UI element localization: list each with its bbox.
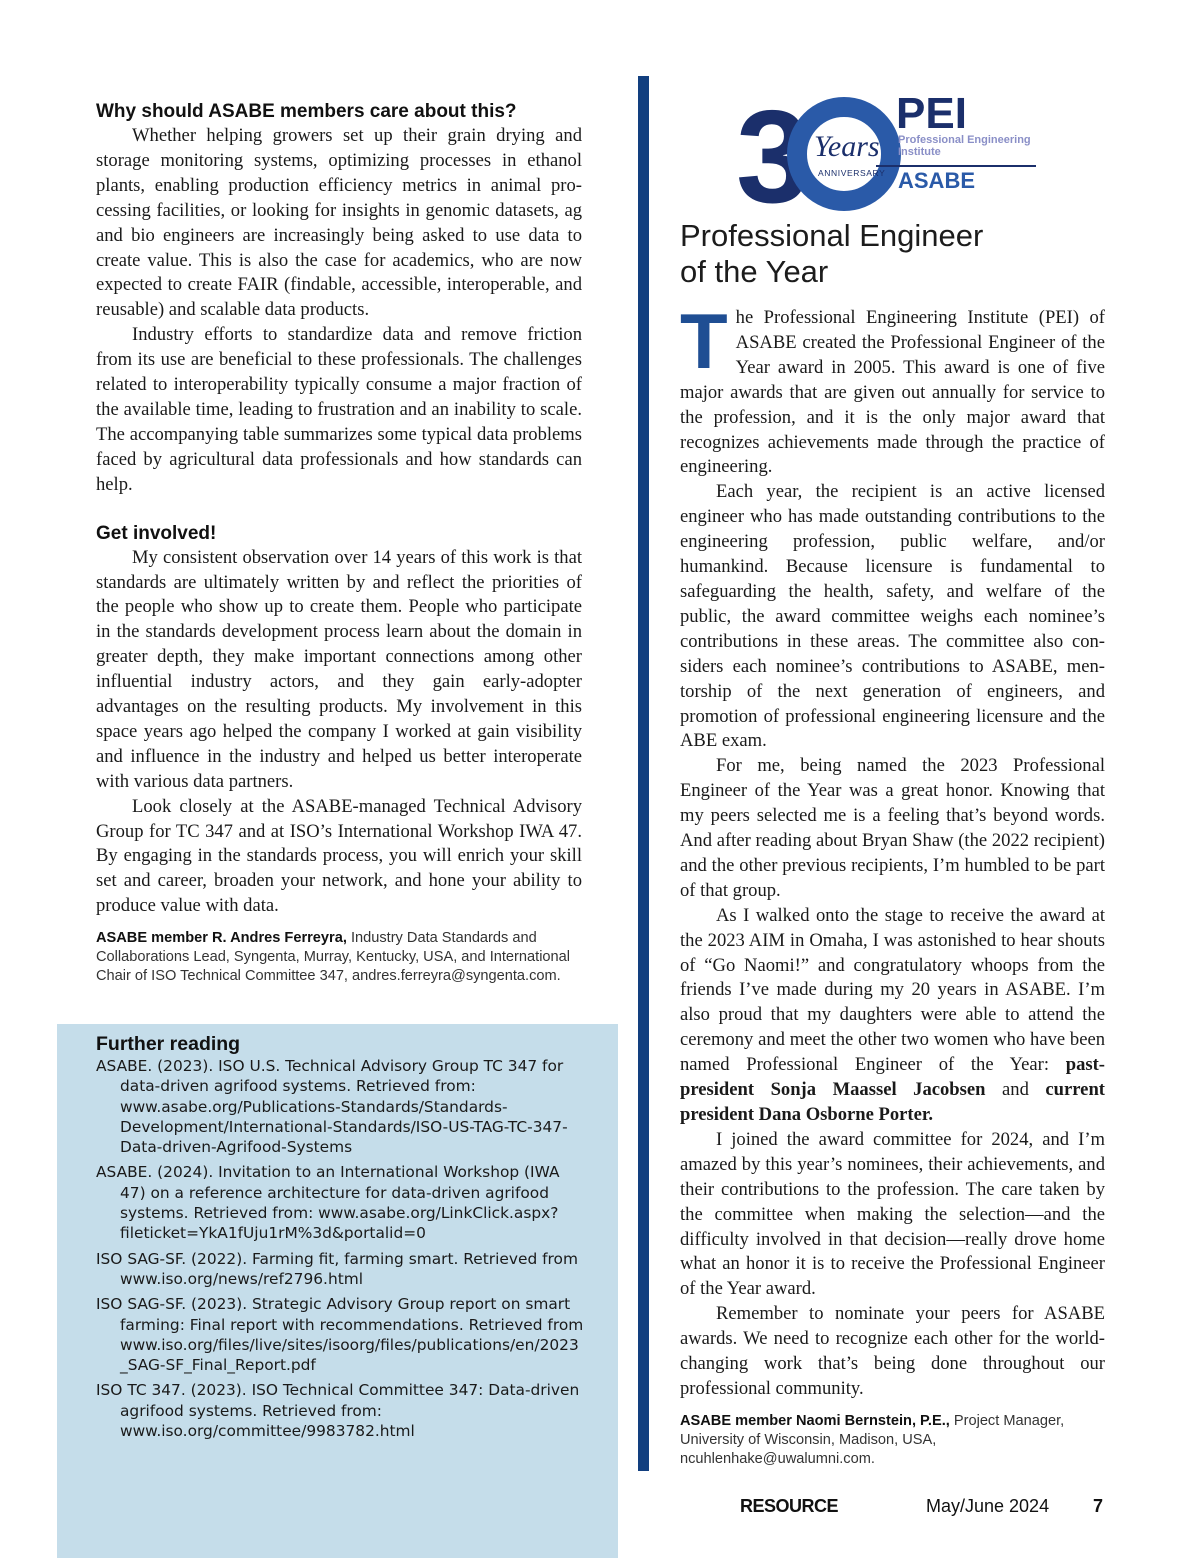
logo-pei-line2: Institute xyxy=(898,146,941,158)
paragraph: Each year, the recipient is an active licensed engineer who has made outstanding contributions to the engineering profession, public welfare, and/or humankind. Because licensure is fundamental to safeguarding the health, safety, and welfare of the public, the award committee weighs each nominee’s contributions in these areas. The committee also considers each nominee’s contributions to ASABE, mentorship of the next generation of engineers, and promotion of professional engineering licensure and the ABE exam. xyxy=(680,481,1105,752)
author-name: ASABE member R. Andres Ferreyra, xyxy=(96,930,347,947)
paragraph: My consistent observation over 14 years of this work is that standards are ultimately written by and reflect the priorities of the people who show up to create them. People who participate in the standards development process learn about the domain in greater depth, they make important connections among other influential industry actors, and they gain early-adopter advantages on the resulting products. My involvement in this space years ago helped the company I worked at gain visibility and influence in the industry and helped us better interoperate with various data partners. xyxy=(96,546,582,792)
author-byline-bernstein xyxy=(680,1412,1105,1469)
reference-list xyxy=(96,1056,586,1441)
headline-line2: of the Year xyxy=(680,254,829,289)
column-divider-bar xyxy=(638,76,649,1471)
intro-text: he Professional Engineering Institute (PEI) of ASABE created the Professional Engineer of the Year award in 2005. This award is one of five major awards that are given out annually for service to the profession, and it is the only major award that recognizes achievements made through the practice of engineering. xyxy=(680,307,1105,478)
section-heading-get-involved: Get involved! xyxy=(96,522,217,544)
logo-years-script: Years xyxy=(814,130,880,163)
paragraph: Whether helping growers set up their grain drying and storage monitoring systems, optimizing processes in ethanol plants, enabling production efficiency metrics in animal processing facilities, or looking for insights in genomic datasets, ag and bio engineers are increasingly being asked to use data to create value. This is also the case for academics, who are now expected to create FAIR (findable, accessible, interoperable, and reusable) and scalable data products. xyxy=(96,125,582,321)
paragraph: For me, being named the 2023 Professional Engineer of the Year was a great honor. Knowing that my peers selected me is a feeling that’s beyond words. And after reading about Bryan Shaw (the 2022 recipient) and the other previous recipients, I’m humbled to be part of that group. xyxy=(680,755,1105,901)
paragraph-text: As I walked onto the stage to receive the award at the 2023 AIM in Omaha, I was astonished to hear shouts of “Go Naomi!” and congratulatory whoops from the friends I’ve made during my 20 years in ASABE. I’m also proud that my daughters were able to attend the ceremony and meet the other two women who have been named Professional Engineer of the Year: xyxy=(680,904,1105,1076)
reference-item: ISO SAG-SF. (2023). Strategic Advisory Group report on smart farming: Final report with recommendations. Retrieved from www.iso.org/files/live/sites/isoorg/files/publications/en/2023_SAG-SF_Final_Report.pdf xyxy=(96,1295,584,1375)
author-byline-ferreyra xyxy=(96,929,582,986)
paragraph-intro xyxy=(680,297,1105,480)
left-column xyxy=(96,100,582,986)
article-body xyxy=(680,297,1105,1402)
logo-pei-line1: Professional Engineering xyxy=(898,134,1031,146)
author-detail: Industry Data Standards and Collaborations Lead, Syngenta, Murray, Kentucky, USA, and International Chair of ISO Technical Committee 347, andres.ferreyra@syngenta.com. xyxy=(96,930,571,985)
paragraph-text: and xyxy=(985,1079,1046,1101)
page-number: 7 xyxy=(1092,1496,1103,1516)
author-detail: Project Manager, University of Wisconsin, Madison, USA, ncuhlenhake@uwalumni.com. xyxy=(680,1412,1065,1467)
reference-item: ISO TC 347. (2023). ISO Technical Committee 347: Data-driven agrifood systems. Retrieved from: www.iso.org/committee/9983782.html xyxy=(96,1381,580,1441)
section-heading-why-care: Why should ASABE members care about this? xyxy=(96,101,517,122)
page-footer xyxy=(700,1496,1105,1520)
pei-30-years-logo xyxy=(736,84,1046,214)
section-body-get-involved xyxy=(96,546,582,920)
paragraph xyxy=(680,904,1105,1128)
logo-asabe-wordmark: ASABE xyxy=(898,168,976,193)
reference-item: ASABE. (2024). Invitation to an International Workshop (IWA 47) on a reference architecture for data-driven agrifood systems. Retrieved from: www.asabe.org/LinkClick.aspx?fileticket=YkA1fUju1rM%3d&portalid=0 xyxy=(96,1163,560,1243)
bold-name: past-president Sonja Maassel Jacobsen xyxy=(680,1054,1105,1101)
headline-line1: Professional Engineer xyxy=(680,218,984,253)
logo-graphic xyxy=(736,84,1046,214)
paragraph: Look closely at the ASABE-managed Technical Advisory Group for TC 347 and at ISO’s International Workshop IWA 47. By engaging in the standards process, you will enrich your skill set and career, broaden your network, and hone your ability to produce value with data. xyxy=(96,795,582,917)
author-name: ASABE member Naomi Bernstein, P.E., xyxy=(680,1412,950,1429)
right-column xyxy=(680,84,1105,1469)
logo-numeral-3: 3 xyxy=(736,84,810,214)
reference-item: ISO SAG-SF. (2022). Farming fit, farming smart. Retrieved from www.iso.org/news/ref2796.html xyxy=(96,1249,578,1288)
paragraph: I joined the award committee for 2024, and I’m amazed by this year’s nominees, their achievements, and their contributions to the profession. The care taken by the committee when making the selection—and the difficulty involved in that decision—really drove home what an honor it is to receive the Professional Engineer of the Year award. xyxy=(680,1128,1105,1300)
paragraph: Remember to nominate your peers for ASABE awards. We need to recognize each other for the world-changing work that’s being done throughout our professional community. xyxy=(680,1303,1105,1399)
further-reading-box xyxy=(57,1024,618,1558)
drop-cap-letter: T xyxy=(680,297,728,385)
issue-date: May/June 2024 xyxy=(926,1496,1050,1516)
magazine-name: RESOURCE xyxy=(740,1496,839,1516)
bold-name: current president Dana Osborne Porter. xyxy=(680,1079,1105,1125)
paragraph: Industry efforts to standardize data and remove friction from its use are beneficial to these professionals. The challenges related to interoperability typically consume a major fraction of the available time, leading to frustration and an inability to scale. The accompanying table summarizes some typical data problems faced by agricultural data professionals and how standards can help. xyxy=(96,324,582,495)
reference-item: ASABE. (2023). ISO U.S. Technical Advisory Group TC 347 for data-driven agrifood systems. Retrieved from: www.asabe.org/Publications-Standards/Standards-Development/International-Standards/ISO-US-TAG-TC-347-Data-driven-Agrifood-Systems xyxy=(96,1057,568,1157)
logo-pei-letters: PEI xyxy=(896,89,967,138)
section-body-why-care xyxy=(96,124,582,498)
further-reading-heading: Further reading xyxy=(96,1033,241,1055)
logo-anniversary-label: ANNIVERSARY xyxy=(818,168,886,178)
article-headline xyxy=(680,218,1105,290)
